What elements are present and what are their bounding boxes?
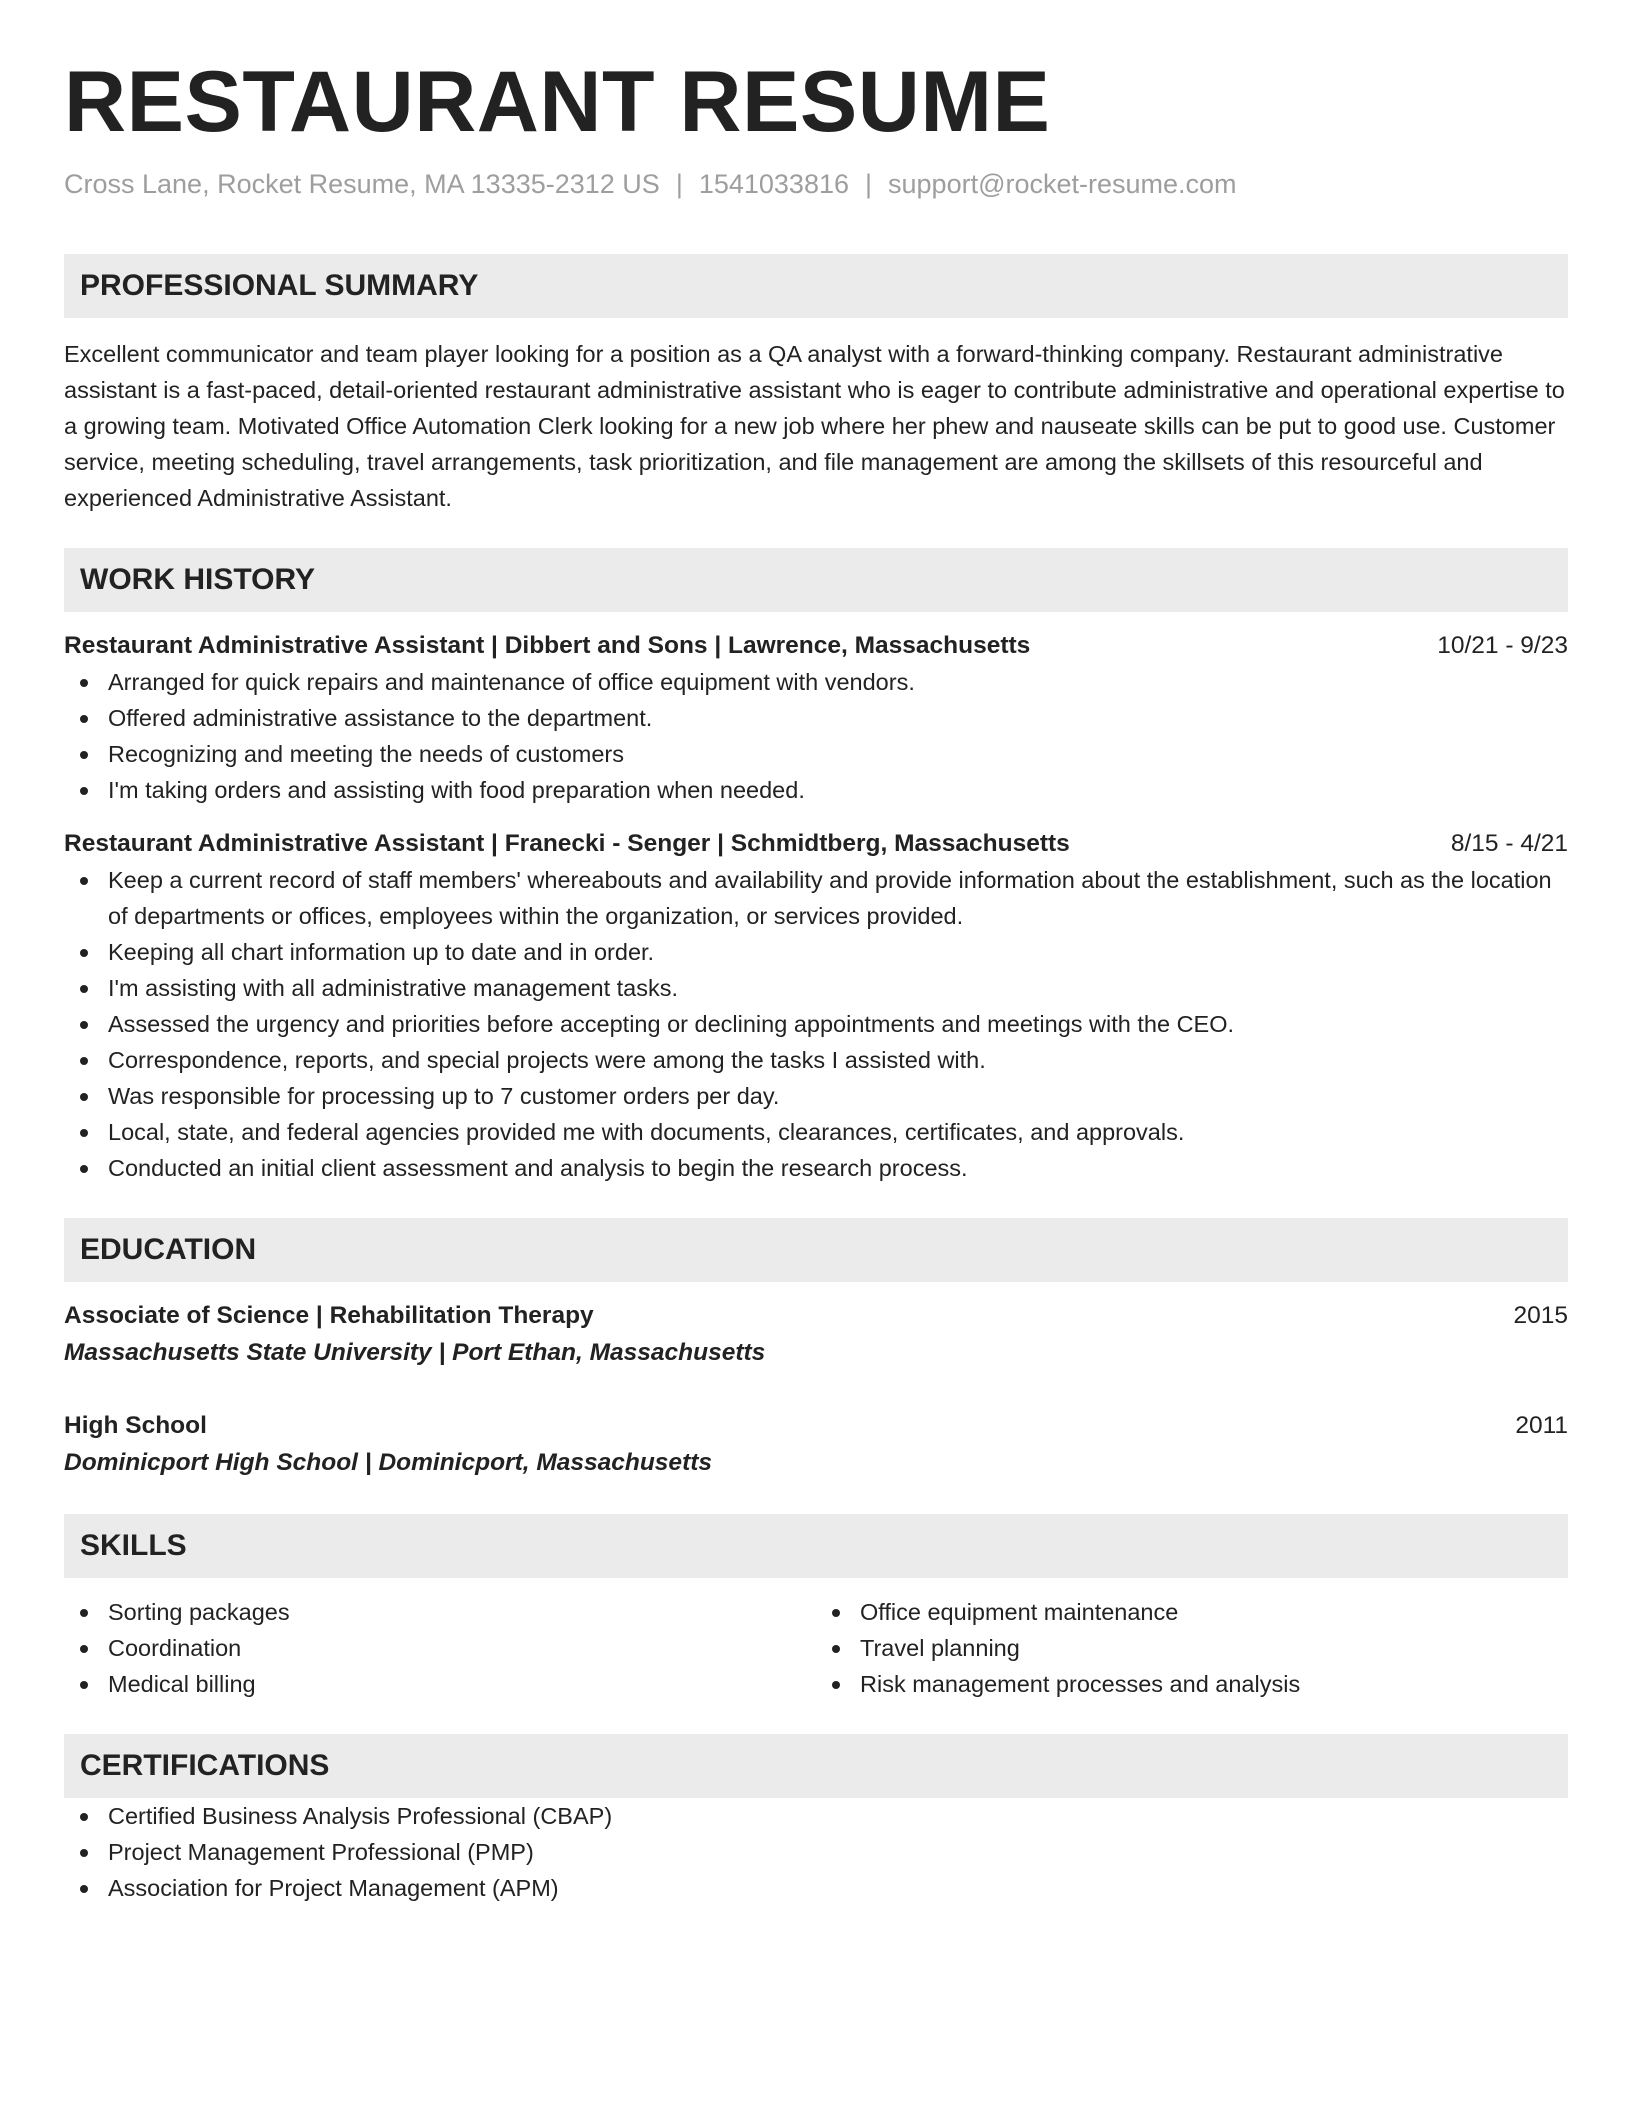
list-item: Coordination: [64, 1630, 816, 1666]
list-item: Keeping all chart information up to date and in order.: [64, 934, 1568, 970]
list-item: Sorting packages: [64, 1594, 816, 1630]
list-item: I'm assisting with all administrative management tasks.: [64, 970, 1568, 1006]
list-item: Risk management processes and analysis: [816, 1666, 1568, 1702]
section-header-certifications: CERTIFICATIONS: [64, 1734, 1568, 1798]
education-year: 2015: [1513, 1302, 1568, 1329]
list-item: Arranged for quick repairs and maintenance of office equipment with vendors.: [64, 664, 1568, 700]
list-item: Travel planning: [816, 1630, 1568, 1666]
skills-grid: [64, 1594, 1568, 1702]
education-degree: High School: [64, 1412, 207, 1439]
job-dates: 8/15 - 4/21: [1450, 830, 1568, 857]
list-item: Assessed the urgency and priorities before accepting or declining appointments and meetings with the CEO.: [64, 1006, 1568, 1042]
section-header-work-history: WORK HISTORY: [64, 548, 1568, 612]
education-entry-1: [64, 1298, 1568, 1372]
contact-email: support@rocket-resume.com: [888, 169, 1237, 199]
contact-address: Cross Lane, Rocket Resume, MA 13335-2312 US: [64, 169, 660, 199]
contact-separator: |: [675, 169, 683, 199]
section-header-skills: SKILLS: [64, 1514, 1568, 1578]
job-entry-2: [64, 826, 1568, 862]
job-bullets-1: [64, 664, 1568, 808]
education-degree: Associate of Science | Rehabilitation Therapy: [64, 1302, 594, 1329]
list-item: Correspondence, reports, and special projects were among the tasks I assisted with.: [64, 1042, 1568, 1078]
job-dates: 10/21 - 9/23: [1437, 632, 1568, 659]
list-item: Office equipment maintenance: [816, 1594, 1568, 1630]
certifications-list: [64, 1798, 1568, 1906]
list-item: Medical billing: [64, 1666, 816, 1702]
list-item: I'm taking orders and assisting with food preparation when needed.: [64, 772, 1568, 808]
list-item: Was responsible for processing up to 7 customer orders per day.: [64, 1078, 1568, 1114]
summary-text: Excellent communicator and team player looking for a position as a QA analyst with a forward-thinking company. Restaurant administrative assistant is a fast-paced, detail-oriented restaurant administrative assistant who is eager to contribute administrative and operational expertise to a growing team. Motivated Office Automation Clerk looking for a new job where her phew and nauseate skills can be put to good use. Customer service, meeting scheduling, travel arrangements, task prioritization, and file management are among the skillsets of this resourceful and experienced Administrative Assistant.: [64, 341, 1565, 511]
contact-line: [64, 166, 1568, 202]
list-item: Association for Project Management (APM): [64, 1870, 1568, 1906]
education-school: Dominicport High School | Dominicport, Massachusetts: [64, 1449, 713, 1476]
education-year: 2011: [1515, 1412, 1568, 1439]
section-header-professional-summary: PROFESSIONAL SUMMARY: [64, 254, 1568, 318]
skills-column-right: [816, 1594, 1568, 1702]
section-header-education: EDUCATION: [64, 1218, 1568, 1282]
list-item: Local, state, and federal agencies provided me with documents, clearances, certificates, and approvals.: [64, 1114, 1568, 1150]
list-item: Certified Business Analysis Professional (CBAP): [64, 1798, 1568, 1834]
education-school: Massachusetts State University | Port Ethan, Massachusetts: [64, 1339, 766, 1366]
list-item: Offered administrative assistance to the department.: [64, 700, 1568, 736]
job-bullets-2: [64, 862, 1568, 1186]
list-item: Keep a current record of staff members' whereabouts and availability and provide information about the establishment, such as the location of departments or offices, employees within the organization, or services provided.: [64, 862, 1568, 934]
job-heading: Restaurant Administrative Assistant | Franecki - Senger | Schmidtberg, Massachusetts: [64, 830, 1070, 857]
education-entry-2: [64, 1408, 1568, 1482]
job-heading: Restaurant Administrative Assistant | Dibbert and Sons | Lawrence, Massachusetts: [64, 632, 1031, 659]
list-item: Conducted an initial client assessment and analysis to begin the research process.: [64, 1150, 1568, 1186]
resume-title: RESTAURANT RESUME: [64, 54, 1051, 150]
list-item: Project Management Professional (PMP): [64, 1834, 1568, 1870]
job-entry-1: [64, 628, 1568, 664]
contact-separator: |: [865, 169, 873, 199]
contact-phone: 1541033816: [698, 169, 849, 199]
skills-column-left: [64, 1594, 816, 1702]
list-item: Recognizing and meeting the needs of customers: [64, 736, 1568, 772]
